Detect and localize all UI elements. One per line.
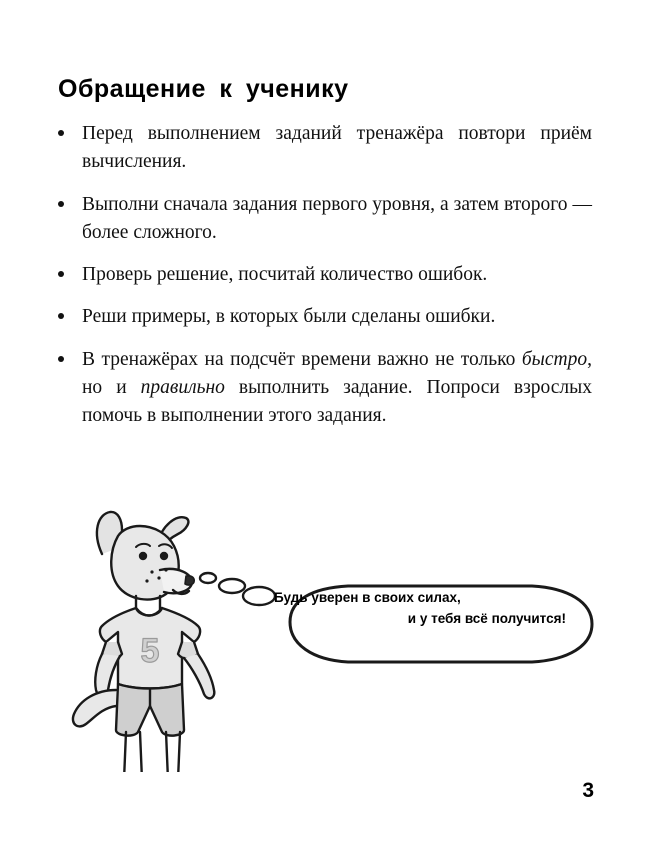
list-item-text: Выполни сначала задания первого уровня, а затем второго — более сложного. xyxy=(82,193,592,243)
bullet-dot xyxy=(58,271,64,277)
speech-line-2: и у тебя всё получится! xyxy=(407,610,566,626)
bullet-dot xyxy=(58,313,64,319)
bullet-dot xyxy=(58,201,64,207)
dog-mascot-illustration xyxy=(40,492,610,772)
page-number: 3 xyxy=(582,779,594,802)
shirt-number: 5 xyxy=(140,632,160,670)
speech-bubble-text xyxy=(268,588,568,630)
instruction-list xyxy=(52,120,592,430)
list-item xyxy=(52,261,592,289)
list-item xyxy=(52,191,592,248)
bullet-dot xyxy=(58,130,64,136)
list-item xyxy=(52,346,592,431)
list-item-text: Реши примеры, в которых были сделаны ошибки. xyxy=(82,306,496,328)
list-item xyxy=(52,303,592,331)
list-item-text: Перед выполнением заданий тренажёра повтори приём вычисления. xyxy=(82,123,592,173)
list-item-text: В тренажёрах на подсчёт времени важно не только быстро, но и правильно выполнить задание. Попроси взрослых помочь в выполнении этого задания. xyxy=(82,348,592,427)
list-item xyxy=(52,120,592,177)
page-title: Обращение к ученику xyxy=(58,74,349,103)
bullet-dot xyxy=(58,356,64,362)
list-item-text: Проверь решение, посчитай количество ошибок. xyxy=(82,264,488,286)
speech-line-1: Будь уверен в своих силах, xyxy=(274,590,461,605)
